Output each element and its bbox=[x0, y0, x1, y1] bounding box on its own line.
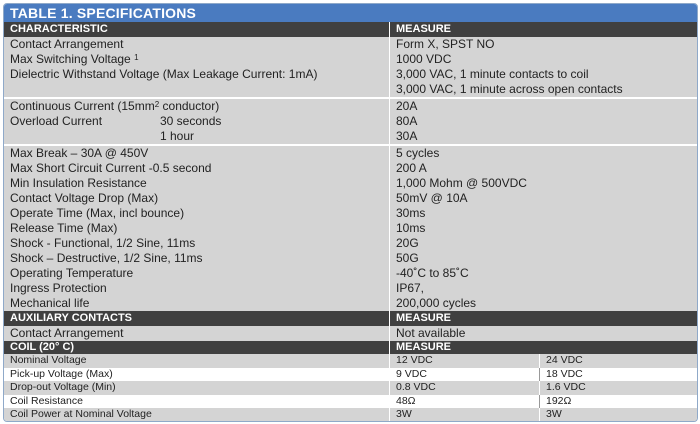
row-label bbox=[4, 99, 390, 114]
label-part: Continuous Current (15mm bbox=[10, 99, 155, 113]
row-value: 1,000 Mohm @ 500VDC bbox=[396, 176, 527, 190]
table-title: TABLE 1. SPECIFICATIONS bbox=[4, 4, 697, 22]
coil-header: COIL (20° C) bbox=[4, 341, 390, 354]
row-value bbox=[390, 67, 697, 97]
row-label: Operating Temperature bbox=[4, 266, 390, 281]
footnote-marker: 1 bbox=[134, 53, 139, 62]
row-value: 50G bbox=[396, 251, 419, 265]
coil-value-24v: 24 VDC bbox=[546, 354, 583, 366]
row-label bbox=[4, 52, 390, 67]
row-value: 20A bbox=[396, 99, 418, 113]
coil-value-12v: 9 VDC bbox=[390, 368, 540, 382]
row-label-text: Dielectric Withstand Voltage (Max Leakage Current: 1mA) bbox=[10, 67, 318, 81]
row-label: Shock – Destructive, 1/2 Sine, 11ms bbox=[4, 251, 390, 266]
table-row bbox=[4, 176, 697, 191]
row-label: Contact Arrangement bbox=[4, 326, 390, 341]
row-value bbox=[390, 114, 697, 144]
auxiliary-measure-header: MEASURE bbox=[396, 312, 452, 324]
coil-value-24v: 192Ω bbox=[546, 394, 572, 407]
row-label: Mechanical life bbox=[4, 296, 390, 311]
overload-label: Overload Current bbox=[10, 114, 103, 128]
table-row bbox=[4, 368, 697, 382]
label-part: conductor) bbox=[159, 99, 220, 113]
coil-value-24v: 1.6 VDC bbox=[546, 381, 586, 394]
coil-value-12v: 3W bbox=[390, 408, 540, 422]
row-label: Release Time (Max) bbox=[4, 221, 390, 236]
row-value: 50mV @ 10A bbox=[396, 191, 468, 205]
row-value-line: 3,000 VAC, 1 minute across open contacts bbox=[396, 82, 623, 96]
row-value-line: 3,000 VAC, 1 minute contacts to coil bbox=[396, 67, 589, 81]
table-row bbox=[4, 221, 697, 236]
coil-value-12v: 48Ω bbox=[390, 395, 540, 409]
table-row bbox=[4, 114, 697, 144]
row-value-line: 80A bbox=[396, 114, 418, 128]
specifications-table bbox=[3, 3, 698, 422]
row-value-line: 30A bbox=[396, 129, 418, 143]
row-value: 20G bbox=[396, 236, 419, 250]
table-row bbox=[4, 381, 697, 395]
row-value: Not available bbox=[396, 326, 466, 340]
coil-label: Coil Power at Nominal Voltage bbox=[4, 408, 390, 422]
table-row bbox=[4, 251, 697, 266]
coil-value-12v: 12 VDC bbox=[390, 354, 540, 368]
table-row bbox=[4, 97, 697, 114]
row-value: Form X, SPST NO bbox=[396, 37, 495, 51]
coil-value-12v: 0.8 VDC bbox=[390, 381, 540, 395]
table-row bbox=[4, 161, 697, 176]
table-row bbox=[4, 326, 697, 341]
row-label: Max Short Circuit Current -0.5 second bbox=[4, 161, 390, 176]
auxiliary-header-row bbox=[4, 311, 697, 326]
coil-measure-header: MEASURE bbox=[396, 341, 452, 353]
row-value: 30ms bbox=[396, 206, 426, 220]
table-row bbox=[4, 236, 697, 251]
table-row bbox=[4, 52, 697, 67]
row-label: Max Break – 30A @ 450V bbox=[4, 146, 390, 161]
header-row bbox=[4, 22, 697, 37]
row-value: 1000 VDC bbox=[396, 52, 452, 66]
overload-sub: 1 hour bbox=[160, 129, 195, 143]
overload-line bbox=[10, 114, 389, 129]
coil-label: Nominal Voltage bbox=[4, 354, 390, 368]
row-label: Shock - Functional, 1/2 Sine, 11ms bbox=[4, 236, 390, 251]
row-value: 200,000 cycles bbox=[396, 296, 477, 310]
auxiliary-header: AUXILIARY CONTACTS bbox=[4, 311, 390, 326]
row-label-text: Max Switching Voltage bbox=[10, 52, 131, 66]
table-row bbox=[4, 408, 697, 422]
table-row bbox=[4, 206, 697, 221]
row-value: -40˚C to 85˚C bbox=[396, 266, 469, 280]
row-value: 5 cycles bbox=[396, 146, 440, 160]
characteristic-header: CHARACTERISTIC bbox=[4, 22, 390, 37]
coil-label: Coil Resistance bbox=[4, 395, 390, 409]
row-label: Min Insulation Resistance bbox=[4, 176, 390, 191]
table-row bbox=[4, 191, 697, 206]
row-label-blank bbox=[10, 82, 389, 97]
row-label: Contact Arrangement bbox=[4, 37, 390, 52]
coil-label: Pick-up Voltage (Max) bbox=[4, 368, 390, 382]
overload-line bbox=[10, 129, 389, 144]
row-label bbox=[4, 67, 390, 97]
table-row bbox=[4, 67, 697, 97]
overload-sub: 30 seconds bbox=[160, 114, 222, 128]
row-value: 10ms bbox=[396, 221, 426, 235]
row-label: Ingress Protection bbox=[4, 281, 390, 296]
table-row bbox=[4, 144, 697, 161]
row-label: Operate Time (Max, incl bounce) bbox=[4, 206, 390, 221]
coil-header-row bbox=[4, 341, 697, 354]
coil-value-24v: 3W bbox=[546, 408, 562, 421]
row-label bbox=[4, 114, 390, 144]
row-value: IP67, bbox=[396, 281, 425, 295]
coil-value-24v: 18 VDC bbox=[546, 367, 583, 380]
row-label: Contact Voltage Drop (Max) bbox=[4, 191, 390, 206]
row-value: 200 A bbox=[396, 161, 427, 175]
table-row bbox=[4, 281, 697, 296]
table-row bbox=[4, 354, 697, 368]
table-row bbox=[4, 296, 697, 311]
table-row bbox=[4, 266, 697, 281]
coil-label: Drop-out Voltage (Min) bbox=[4, 381, 390, 395]
superscript: 2 bbox=[154, 100, 160, 109]
table-row bbox=[4, 395, 697, 409]
measure-header: MEASURE bbox=[396, 23, 452, 35]
table-row bbox=[4, 37, 697, 52]
